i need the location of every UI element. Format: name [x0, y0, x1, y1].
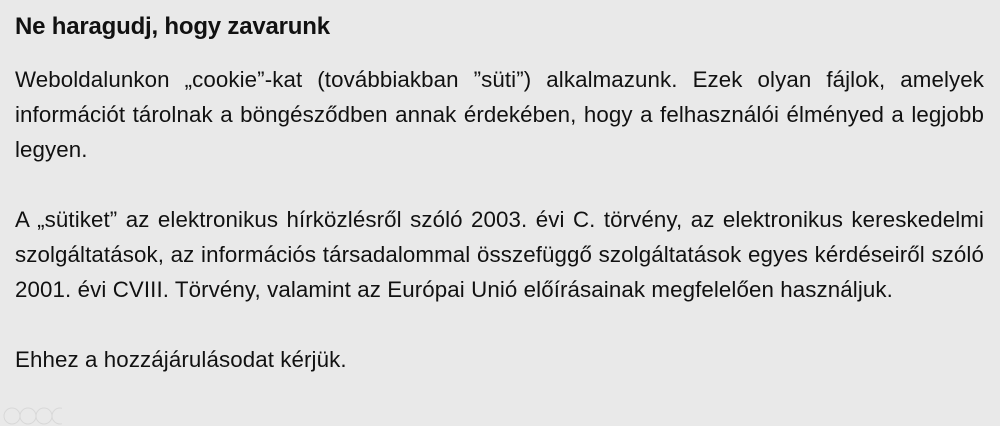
dialog-body	[15, 62, 984, 377]
dialog-title: Ne haragudj, hogy zavarunk	[15, 13, 330, 40]
legal-basis-paragraph: A „sütiket” az elektronikus hírközlésről szóló 2003. évi C. törvény, az elektronikus kereskedelmi szolgáltatások, az információs társadalommal összefüggő szolgáltatások egyes kérdéseiről szóló 2001. évi CVIII. Törvény, valamint az Európai Unió előírásainak megfelelően használjuk.	[15, 207, 984, 302]
corner-ornament-icon	[2, 400, 62, 426]
consent-request-paragraph: Ehhez a hozzájárulásodat kérjük.	[15, 347, 347, 372]
cookie-info-paragraph: Weboldalunkon „cookie”-kat (továbbiakban ”süti”) alkalmazunk. Ezek olyan fájlok, amelyek információt tárolnak a böngésződben annak érdekében, hogy a felhasználói élményed a legjobb legyen.	[15, 67, 984, 162]
